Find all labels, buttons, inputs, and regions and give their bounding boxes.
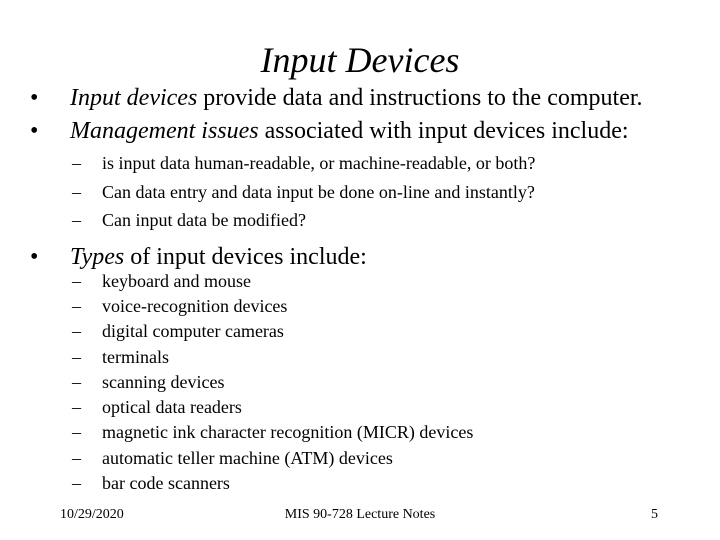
bullet-emphasis: Input devices	[70, 85, 198, 111]
bullet-emphasis: Types	[70, 244, 125, 270]
footer-page-number: 5	[651, 507, 658, 522]
bullet-icon: •	[30, 118, 39, 144]
bullet-types	[30, 243, 367, 271]
management-subitem: – Can input data be modified?	[72, 210, 306, 230]
slide-title: Input Devices	[260, 40, 460, 80]
bullet-management-issues	[30, 117, 629, 145]
type-subitem: – digital computer cameras	[72, 321, 284, 341]
bullet-text: associated with input devices include:	[258, 118, 629, 144]
dash-icon: –	[72, 422, 81, 442]
bullet-icon: •	[30, 85, 39, 111]
dash-icon: –	[72, 321, 81, 341]
type-subitem: – terminals	[72, 347, 169, 367]
type-subitem: – bar code scanners	[72, 473, 230, 493]
type-subitem: – keyboard and mouse	[72, 271, 251, 291]
dash-icon: –	[72, 397, 81, 417]
bullet-text: of input devices include:	[124, 244, 367, 270]
footer-date: 10/29/2020	[60, 507, 124, 522]
management-subitem: – is input data human-readable, or machine-readable, or both?	[72, 153, 536, 173]
dash-icon: –	[72, 372, 81, 392]
bullet-icon: •	[30, 244, 39, 270]
type-subitem: – optical data readers	[72, 397, 242, 417]
dash-icon: –	[72, 210, 81, 230]
footer-course: MIS 90-728 Lecture Notes	[284, 507, 436, 522]
dash-icon: –	[72, 448, 81, 468]
type-subitem: – voice-recognition devices	[72, 296, 288, 316]
bullet-input-devices	[30, 84, 643, 112]
dash-icon: –	[72, 473, 81, 493]
bullet-text: provide data and instructions to the computer.	[197, 85, 643, 111]
type-subitem: – scanning devices	[72, 372, 225, 392]
bullet-emphasis: Management issues	[70, 118, 259, 144]
type-subitem: – automatic teller machine (ATM) devices	[72, 448, 393, 468]
dash-icon: –	[72, 182, 81, 202]
dash-icon: –	[72, 271, 81, 291]
dash-icon: –	[72, 296, 81, 316]
management-subitem: – Can data entry and data input be done on-line and instantly?	[72, 182, 535, 202]
dash-icon: –	[72, 347, 81, 367]
dash-icon: –	[72, 153, 81, 173]
type-subitem: – magnetic ink character recognition (MICR) devices	[72, 422, 474, 442]
